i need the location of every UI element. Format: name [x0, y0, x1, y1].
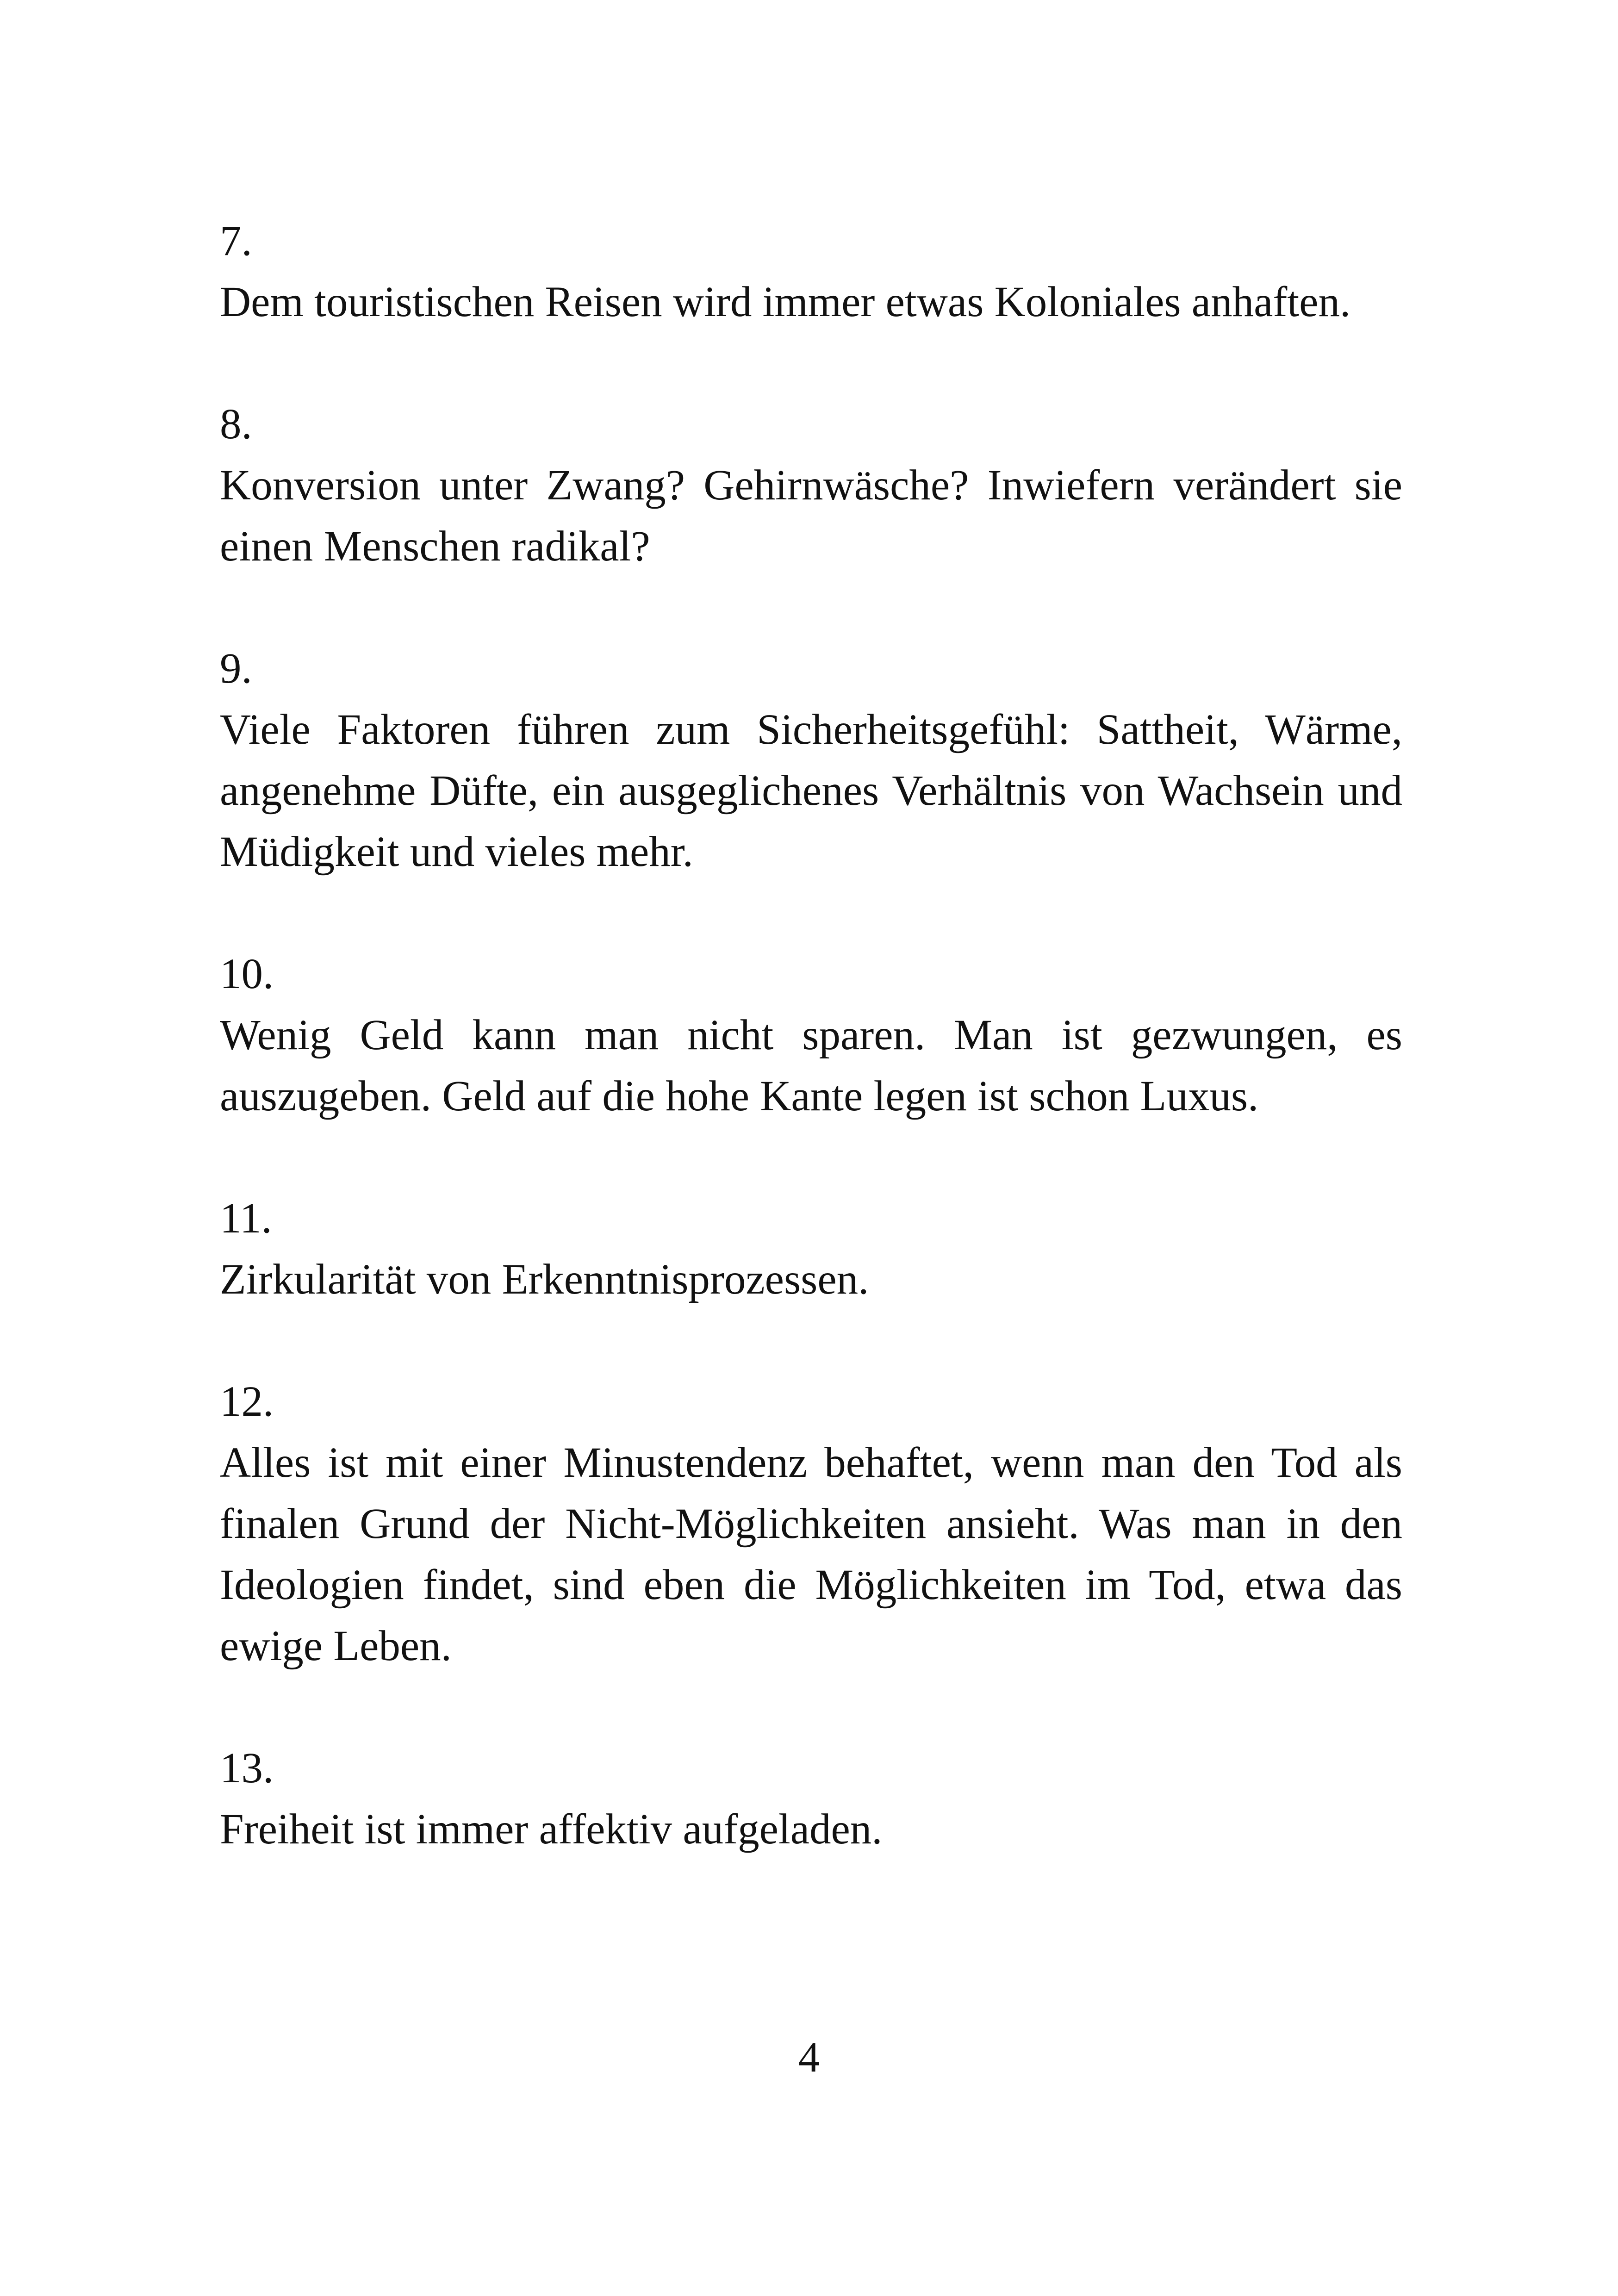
aphorism-entry-9	[220, 638, 1402, 883]
entry-number: 12.	[220, 1378, 274, 1425]
entry-number: 10.	[220, 950, 274, 998]
aphorism-entry-7	[220, 211, 1402, 333]
entry-number: 8.	[220, 400, 252, 448]
entry-text: Freiheit ist immer affektiv aufgeladen.	[220, 1805, 883, 1853]
aphorism-entry-13	[220, 1738, 1402, 1860]
entry-text: Wenig Geld kann man nicht sparen. Man ist gezwungen, es auszugeben. Geld auf die hohe Kante legen ist schon Luxus.	[220, 1011, 1402, 1120]
entry-text: Viele Faktoren führen zum Sicherheitsgefühl: Sattheit, Wärme, angenehme Düfte, ein ausgeglichenes Verhältnis von Wachsein und Müdigkeit und vieles mehr.	[220, 706, 1402, 876]
aphorism-entry-11	[220, 1188, 1402, 1310]
entry-text: Konversion unter Zwang? Gehirnwäsche? Inwiefern verändert sie einen Menschen radikal?	[220, 461, 1402, 570]
entry-text: Dem touristischen Reisen wird immer etwas Koloniales anhaften.	[220, 278, 1351, 326]
entry-number: 9.	[220, 645, 252, 692]
aphorism-list	[220, 211, 1402, 1921]
aphorism-entry-12	[220, 1371, 1402, 1677]
entry-number: 13.	[220, 1744, 274, 1792]
entry-text: Zirkularität von Erkenntnisprozessen.	[220, 1256, 869, 1303]
page-number: 4	[798, 2034, 820, 2081]
entry-number: 11.	[220, 1195, 272, 1242]
aphorism-entry-8	[220, 394, 1402, 577]
aphorism-entry-10	[220, 944, 1402, 1127]
entry-number: 7.	[220, 217, 252, 265]
entry-text: Alles ist mit einer Minustendenz behaftet, wenn man den Tod als finalen Grund der Nicht-Möglichkeiten ansieht. Was man in den Ideologien findet, sind eben die Möglichkeiten im Tod, etwa das ewige Leben.	[220, 1439, 1402, 1670]
